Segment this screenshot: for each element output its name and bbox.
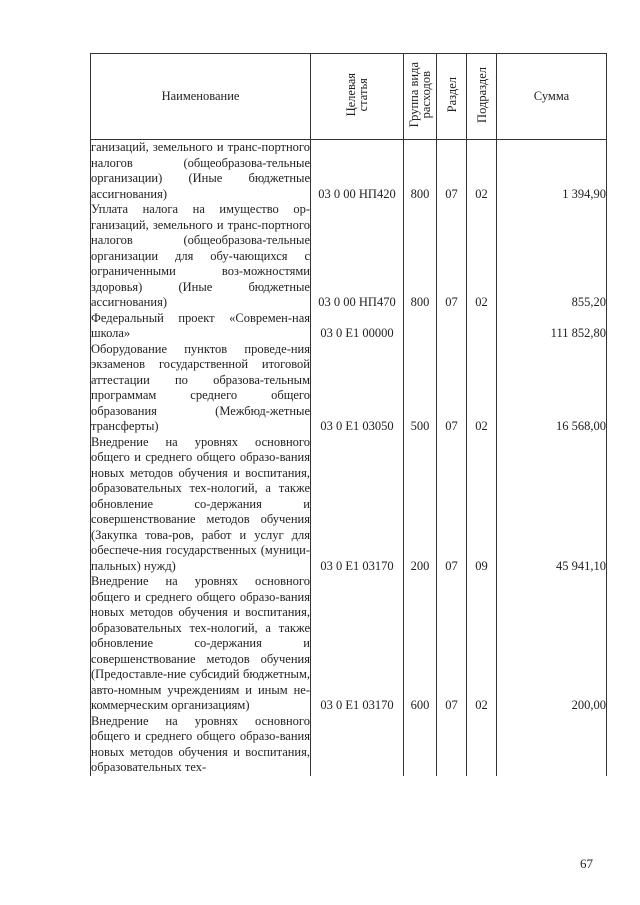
cell-section: 07 bbox=[437, 140, 467, 203]
header-sum: Сумма bbox=[497, 54, 607, 140]
cell-subsection bbox=[467, 311, 497, 342]
cell-target: 03 0 E1 03170 bbox=[311, 435, 404, 575]
budget-table bbox=[90, 53, 607, 776]
cell-group bbox=[404, 714, 437, 776]
header-section: Раздел bbox=[437, 54, 467, 140]
page-number: 67 bbox=[580, 856, 593, 871]
cell-target: 03 0 E1 00000 bbox=[311, 311, 404, 342]
cell-subsection: 02 bbox=[467, 140, 497, 203]
cell-target: 03 0 E1 03170 bbox=[311, 574, 404, 714]
cell-sum: 855,20 bbox=[497, 202, 607, 311]
cell-group: 600 bbox=[404, 574, 437, 714]
cell-target: 03 0 00 НП470 bbox=[311, 202, 404, 311]
cell-name: ганизаций, земельного и транс-портного налогов (общеобразова-тельные организации) (Иные бюджетные ассигнования) bbox=[91, 140, 310, 201]
cell-name: Оборудование пунктов проведе-ния экзаменов государственной итоговой аттестации по образова-тельным программам среднего общего образования (Межбюд-жетные трансферты) bbox=[91, 341, 310, 433]
cell-sum: 111 852,80 bbox=[497, 311, 607, 342]
cell-sum: 200,00 bbox=[497, 574, 607, 714]
cell-section: 07 bbox=[437, 342, 467, 435]
header-subsection: Подраздел bbox=[467, 54, 497, 140]
cell-sum bbox=[497, 714, 607, 776]
cell-name: Внедрение на уровнях основного общего и среднего общего образо-вания новых методов обучения и воспитания, образовательных тех- bbox=[91, 713, 310, 774]
cell-group: 800 bbox=[404, 202, 437, 311]
cell-section: 07 bbox=[437, 574, 467, 714]
table-row bbox=[91, 714, 607, 776]
table-row bbox=[91, 574, 607, 714]
table-row bbox=[91, 435, 607, 575]
cell-name: Внедрение на уровнях основного общего и среднего общего образо-вания новых методов обучения и воспитания, образовательных тех-нологий, а также обновление со-держания и совершенствование методов обучения (Закупка това-ров, работ и услуг для обеспече-ния государственных (муници-пальных) нужд) bbox=[91, 434, 310, 573]
header-name: Наименование bbox=[91, 54, 311, 140]
table-row bbox=[91, 342, 607, 435]
cell-subsection: 02 bbox=[467, 342, 497, 435]
table-body bbox=[91, 140, 607, 776]
cell-group: 200 bbox=[404, 435, 437, 575]
table-header-row bbox=[91, 54, 607, 140]
cell-section: 07 bbox=[437, 435, 467, 575]
cell-group: 500 bbox=[404, 342, 437, 435]
cell-target: 03 0 E1 03050 bbox=[311, 342, 404, 435]
cell-name: Федеральный проект «Современ-ная школа» bbox=[91, 310, 310, 340]
cell-sum: 45 941,10 bbox=[497, 435, 607, 575]
header-expense-group: Группа вида расходов bbox=[404, 54, 437, 140]
cell-name: Уплата налога на имущество ор-ганизаций, земельного и транс-портного налогов (общеобразова-тельные организации для обу-чающихся с ограниченными воз-можностями здоровья) (Иные бюджетные ассигнования) bbox=[91, 202, 310, 309]
cell-section bbox=[437, 311, 467, 342]
table-row bbox=[91, 311, 607, 342]
cell-section: 07 bbox=[437, 202, 467, 311]
cell-section bbox=[437, 714, 467, 776]
cell-subsection: 09 bbox=[467, 435, 497, 575]
cell-subsection: 02 bbox=[467, 574, 497, 714]
cell-subsection bbox=[467, 714, 497, 776]
cell-target: 03 0 00 НП420 bbox=[311, 140, 404, 203]
cell-name: Внедрение на уровнях основного общего и среднего общего образо-вания новых методов обучения и воспитания, образовательных тех-нологий, а также обновление со-держания и совершенствование методов обучения (Предоставле-ние субсидий бюджетным, авто-номным учреждениям и иным не-коммерческим организациям) bbox=[91, 574, 310, 712]
header-target-article: Целевая статья bbox=[311, 54, 404, 140]
table-row bbox=[91, 140, 607, 203]
cell-sum: 1 394,90 bbox=[497, 140, 607, 203]
table-row bbox=[91, 202, 607, 311]
cell-subsection: 02 bbox=[467, 202, 497, 311]
cell-sum: 16 568,00 bbox=[497, 342, 607, 435]
cell-group: 800 bbox=[404, 140, 437, 203]
cell-target bbox=[311, 714, 404, 776]
cell-group bbox=[404, 311, 437, 342]
